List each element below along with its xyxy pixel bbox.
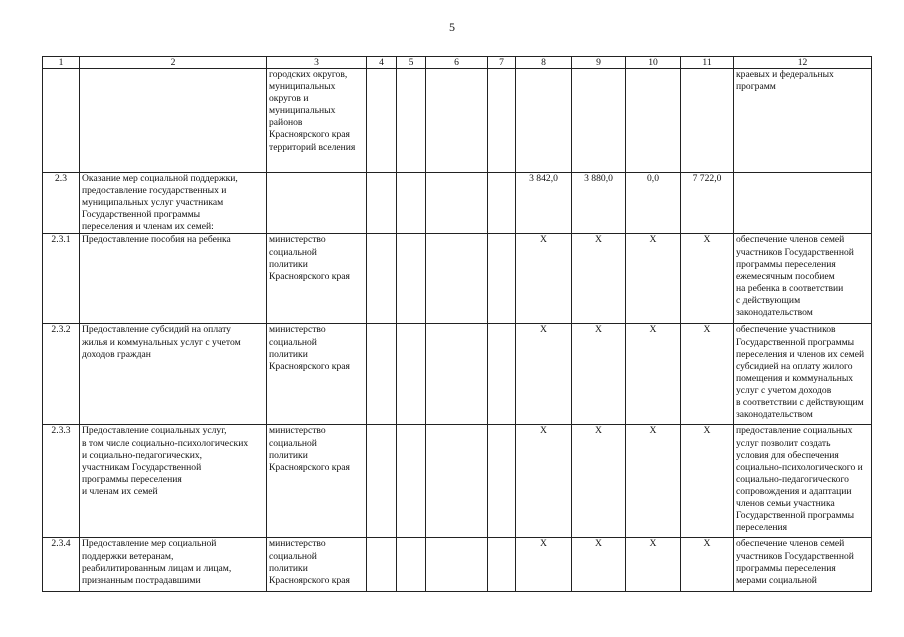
cell-col10: X <box>626 425 681 538</box>
header-cell: 12 <box>734 57 872 69</box>
measure-name: Предоставление пособия на ребенка <box>80 234 267 324</box>
cell-col7 <box>488 69 516 173</box>
cell-col5 <box>397 425 426 538</box>
header-row <box>43 57 872 69</box>
cell-col11: X <box>681 538 734 592</box>
header-cell: 4 <box>367 57 397 69</box>
cell-col4 <box>367 324 397 425</box>
measure-name <box>80 69 267 173</box>
measure-name: Оказание мер социальной поддержки, предоставление государственных и муниципальных услуг участникам Государственной программы переселения и членам их семей: <box>80 173 267 234</box>
cell-col6 <box>426 538 488 592</box>
cell-col4 <box>367 425 397 538</box>
page-number: 5 <box>449 20 455 34</box>
cell-col6 <box>426 69 488 173</box>
table-row <box>43 234 872 324</box>
measure-name: Предоставление мер социальной поддержки ветеранам, реабилитированным лицам и лицам, признанным пострадавшими <box>80 538 267 592</box>
cell-col7 <box>488 425 516 538</box>
table-row <box>43 324 872 425</box>
row-number: 2.3.4 <box>43 538 80 592</box>
cell-col8: X <box>516 538 572 592</box>
cell-col7 <box>488 324 516 425</box>
cell-col9: 3 880,0 <box>572 173 626 234</box>
cell-col6 <box>426 324 488 425</box>
measure-name: Предоставление социальных услуг, в том числе социально-психологических и социально-педагогических, участникам Государственной программы переселения и членам их семей <box>80 425 267 538</box>
executor: министерство социальной политики Красноярского края <box>267 234 367 324</box>
measure-name: Предоставление субсидий на оплату жилья и коммунальных услуг с учетом доходов граждан <box>80 324 267 425</box>
expected-result: обеспечение членов семей участников Государственной программы переселения ежемесячным пособием на ребенка в соответствии с действующим законодательством <box>734 234 872 324</box>
program-table <box>42 56 872 592</box>
cell-col9: X <box>572 234 626 324</box>
cell-col10: 0,0 <box>626 173 681 234</box>
expected-result: краевых и федеральных программ <box>734 69 872 173</box>
cell-col10: X <box>626 234 681 324</box>
cell-col10: X <box>626 538 681 592</box>
cell-col5 <box>397 324 426 425</box>
cell-col5 <box>397 69 426 173</box>
table-row <box>43 538 872 592</box>
header-cell: 3 <box>267 57 367 69</box>
expected-result: предоставление социальных услуг позволит создать условия для обеспечения социально-психологического и социально-педагогического сопровождения и адаптации членов семьи участника Государственной программы переселения <box>734 425 872 538</box>
cell-col9: X <box>572 324 626 425</box>
executor: министерство социальной политики Красноярского края <box>267 538 367 592</box>
header-cell: 2 <box>80 57 267 69</box>
expected-result: обеспечение членов семей участников Государственной программы переселения мерами социальной <box>734 538 872 592</box>
cell-col5 <box>397 234 426 324</box>
cell-col7 <box>488 538 516 592</box>
cell-col4 <box>367 234 397 324</box>
cell-col10 <box>626 69 681 173</box>
header-cell: 6 <box>426 57 488 69</box>
header-cell: 1 <box>43 57 80 69</box>
cell-col4 <box>367 173 397 234</box>
row-number <box>43 69 80 173</box>
cell-col8: 3 842,0 <box>516 173 572 234</box>
executor: министерство социальной политики Красноярского края <box>267 425 367 538</box>
cell-col6 <box>426 173 488 234</box>
cell-col5 <box>397 538 426 592</box>
executor: городских округов, муниципальных округов и муниципальных районов Красноярского края территорий вселения <box>267 69 367 173</box>
cell-col6 <box>426 234 488 324</box>
header-cell: 5 <box>397 57 426 69</box>
cell-col6 <box>426 425 488 538</box>
header-cell: 9 <box>572 57 626 69</box>
cell-col4 <box>367 538 397 592</box>
cell-col7 <box>488 173 516 234</box>
cell-col11: X <box>681 234 734 324</box>
header-cell: 11 <box>681 57 734 69</box>
header-cell: 8 <box>516 57 572 69</box>
cell-col4 <box>367 69 397 173</box>
cell-col11: 7 722,0 <box>681 173 734 234</box>
expected-result <box>734 173 872 234</box>
cell-col9: X <box>572 425 626 538</box>
executor <box>267 173 367 234</box>
row-number: 2.3.2 <box>43 324 80 425</box>
cell-col11: X <box>681 324 734 425</box>
cell-col11: X <box>681 425 734 538</box>
table-row <box>43 69 872 173</box>
executor: министерство социальной политики Красноярского края <box>267 324 367 425</box>
cell-col8: X <box>516 425 572 538</box>
table-row <box>43 173 872 234</box>
cell-col8: X <box>516 324 572 425</box>
row-number: 2.3.3 <box>43 425 80 538</box>
cell-col7 <box>488 234 516 324</box>
header-cell: 10 <box>626 57 681 69</box>
expected-result: обеспечение участников Государственной программы переселения и членов их семей субсидией на оплату жилого помещения и коммунальных услуг с учетом доходов в соответствии с действующим законодательством <box>734 324 872 425</box>
row-number: 2.3 <box>43 173 80 234</box>
table-row <box>43 425 872 538</box>
cell-col10: X <box>626 324 681 425</box>
cell-col8 <box>516 69 572 173</box>
cell-col8: X <box>516 234 572 324</box>
cell-col9 <box>572 69 626 173</box>
row-number: 2.3.1 <box>43 234 80 324</box>
cell-col5 <box>397 173 426 234</box>
cell-col11 <box>681 69 734 173</box>
header-cell: 7 <box>488 57 516 69</box>
cell-col9: X <box>572 538 626 592</box>
